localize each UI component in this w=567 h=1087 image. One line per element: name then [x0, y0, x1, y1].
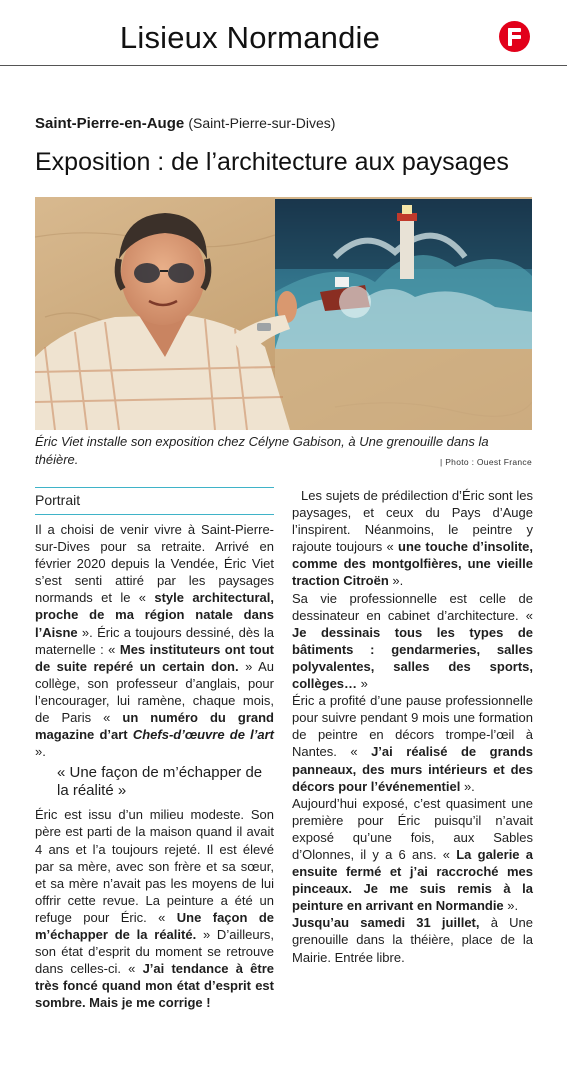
locality-name: Saint-Pierre-en-Auge — [35, 115, 185, 132]
paragraph: Sa vie professionnelle est celle de dessinateur en cabinet d’architecture. « Je dessinais tous les types de bâtiments : gendarmeries, salles polyvalentes, salles des sports, collèges… » — [292, 590, 533, 692]
paragraph: Les sujets de prédilection d’Éric sont les paysages, et ceux du Pays d’Auge l’inspirent. Néanmoins, le peintre y rajoute toujours « une touche d’insolite, comme des montgolfières, une vieille traction Citroën ». — [292, 488, 533, 589]
paragraph: Éric a profité d’une pause professionnelle pour suivre pendant 9 mois une formation de peintre en décors trompe-l’œil à Nantes. « J’ai réalisé de grands panneaux, des murs intérieurs et des décors pour l’événementiel ». — [292, 693, 533, 794]
section-rule-top — [35, 487, 274, 488]
article-column-right — [292, 487, 533, 966]
masthead — [0, 0, 567, 66]
edition-title: Lisieux Normandie — [119, 20, 381, 55]
article-column-left — [35, 487, 274, 1011]
paragraph: Aujourd’hui exposé, c’est quasiment une première pour Éric puisqu’il n’avait exposé qu’une fois, aux Sables d’Olonnes, il y a 6 ans. « La galerie a ensuite fermé et j’ai raccroché mes pinceaux. Je me suis remis à la peinture en arrivant en Normandie ». — [292, 795, 533, 914]
article-subhead: « Une façon de m’échapper de la réalité » — [57, 764, 263, 800]
artist-with-painting-photo — [35, 197, 532, 430]
paragraph: Éric est issu d’un milieu modeste. Son père est parti de la maison quand il avait 4 ans et l’a toujours rejeté. Il est élevé par sa mère, avec son frère et sa sœur, et sa mère n’avait pas les moyens de lui offrir cette revue. La peinture a été un refuge pour Éric. « Une façon de m’échapper de la réalité. » D’ailleurs, son état d’esprit du moment se retrouve dans celles-ci. « J’ai tendance à être très foncé quand mon état d’esprit est sombre. Mais je me corrige ! — [35, 807, 275, 1011]
ouest-france-logo-icon[interactable] — [499, 21, 530, 52]
photo-credit: | Photo : Ouest France — [440, 457, 532, 467]
section-label: Portrait — [35, 492, 81, 508]
locality-detail: (Saint-Pierre-sur-Dives) — [188, 115, 336, 131]
section-rule-bottom — [35, 514, 274, 515]
photo-caption: Éric Viet installe son exposition chez Célyne Gabison, à Une grenouille dans la théière. — [35, 434, 489, 467]
article-photo — [35, 197, 532, 430]
event-info: Jusqu’au samedi 31 juillet, à Une grenouille dans la théière, place de la Mairie. Entrée libre. — [292, 915, 533, 965]
paragraph: Il a choisi de venir vivre à Saint-Pierre-sur-Dives pour sa retraite. Arrivé en février 2020 depuis la Vendée, Éric Viet s’est senti attiré par les paysages normands et le « style architectural, proche de ma région natale dans l’Aisne ». Éric a toujours dessiné, dès la maternelle : « Mes instituteurs ont tout de suite repéré un certain don. » Au collège, son professeur d’anglais, pour l’encourager, lui ramène, chaque mois, de Paris « un numéro du grand magazine d’art Chefs-d’œuvre de l’art ». — [35, 522, 275, 760]
article-locality — [35, 114, 335, 133]
article-headline: Exposition : de l’architecture aux paysages — [35, 148, 509, 176]
